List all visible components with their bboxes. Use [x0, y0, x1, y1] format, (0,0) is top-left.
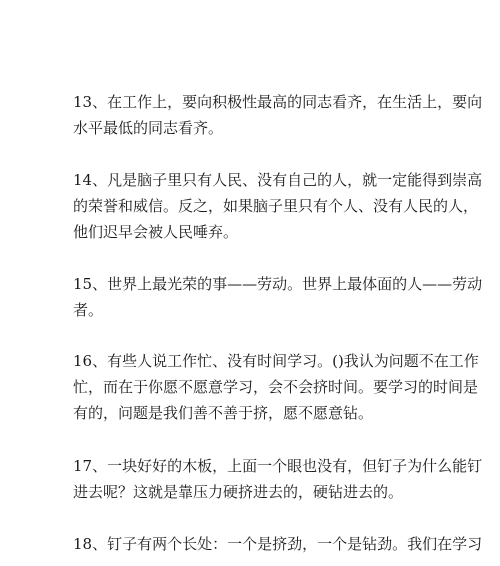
- paragraph-line: 水平最低的同志看齐。: [73, 119, 224, 137]
- clipped-next-line: [73, 558, 413, 566]
- paragraph-line: 16、有些人说工作忙、没有时间学习。()我认为问题不在工作: [73, 352, 479, 370]
- paragraph-line: 忙，而在于你愿不愿意学习，会不会挤时间。要学习的时间是: [73, 378, 479, 396]
- paragraph-line: 者。: [73, 301, 104, 319]
- paragraph-line: 的荣誉和威信。反之，如果脑子里只有个人、没有人民的人，: [73, 197, 479, 215]
- paragraph-line: 他们迟早会被人民唾弃。: [73, 223, 239, 241]
- paragraph-line: 18、钉子有两个长处：一个是挤劲，一个是钻劲。我们在学习: [73, 535, 483, 553]
- paragraph-line: 有的，问题是我们善不善于挤，愿不愿意钻。: [73, 404, 374, 422]
- paragraph-line: 15、世界上最光荣的事——劳动。世界上最体面的人——劳动: [73, 275, 483, 293]
- paragraph-line: 13、在工作上，要向积极性最高的同志看齐，在生活上，要向: [73, 93, 483, 111]
- paragraph-line: 进去呢？这就是靠压力硬挤进去的，硬钻进去的。: [73, 483, 404, 501]
- paragraph-line: 14、凡是脑子里只有人民、没有自己的人，就一定能得到崇高: [73, 171, 483, 189]
- paragraph-line: 17、一块好好的木板，上面一个眼也没有，但钉子为什么能钉: [73, 457, 483, 475]
